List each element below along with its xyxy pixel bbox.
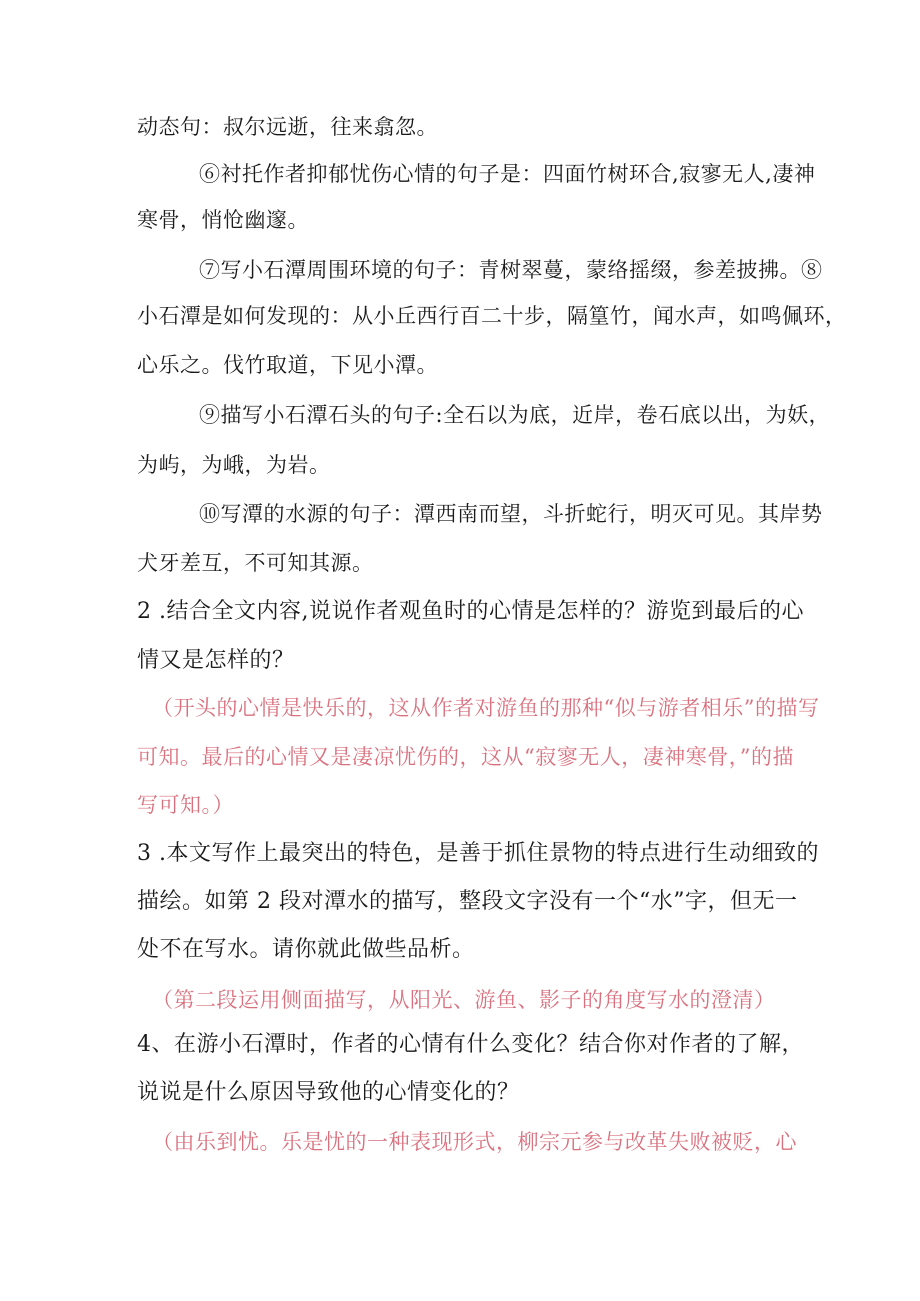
question-4-line: 说说是什么原因导致他的心情变化的？ [137, 1080, 520, 1105]
answer-2-line: 写可知。） [137, 793, 234, 817]
question-3-line: 描绘。如第 2 段对潭水的描写，整段文字没有一个“水”字，但无一 [137, 889, 798, 914]
question-4-line: 4、在游小石潭时，作者的心情有什么变化？结合你对作者的了解， [137, 1032, 804, 1057]
question-2-line: 情又是怎样的？ [137, 648, 295, 673]
answer-2-line: 可知。最后的心情又是凄凉忧伤的，这从“寂寥无人，凄神寒骨，”的描 [137, 745, 794, 769]
answer-3-line: （第二段运用侧面描写，从阳光、游鱼、影子的角度写水的澄清） [152, 988, 776, 1012]
text-line: 寒骨，悄怆幽邃。 [137, 208, 309, 232]
text-line: 动态句：叔尔远逝，往来翕忽。 [137, 115, 438, 139]
text-line: ⑥衬托作者抑郁忧伤心情的句子是：四面竹树环合,寂寥无人,凄神 [199, 162, 816, 186]
answer-4-line: （由乐到忧。乐是忧的一种表现形式，柳宗元参与改革失败被贬，心 [152, 1130, 797, 1154]
question-3-line: 处不在写水。请你就此做些品析。 [137, 937, 475, 962]
question-3-line: 3 .本文写作上最突出的特色，是善于抓住景物的特点进行生动细致的 [137, 841, 819, 866]
text-line: ⑩写潭的水源的句子：潭西南而望，斗折蛇行，明灭可见。其岸势 [199, 502, 823, 526]
text-line: 小石潭是如何发现的：从小丘西行百二十步，隔篁竹，闻水声，如鸣佩环， [137, 304, 847, 328]
text-line: 犬牙差互，不可知其源。 [137, 551, 374, 575]
answer-2-line: （开头的心情是快乐的，这从作者对游鱼的那种“似与游者相乐”的描写 [152, 696, 820, 720]
text-line: 心乐之。伐竹取道，下见小潭。 [137, 353, 438, 377]
text-line: ⑨描写小石潭石头的句子:全石以为底，近岸，卷石底以出，为妖， [199, 403, 831, 427]
text-line: 为屿，为峨，为岩。 [137, 453, 331, 477]
question-2-line: 2 .结合全文内容,说说作者观鱼时的心情是怎样的？游览到最后的心 [137, 599, 804, 624]
text-line: ⑦写小石潭周围环境的句子：青树翠蔓，蒙络摇缀，参差披拂。⑧ [199, 258, 823, 282]
